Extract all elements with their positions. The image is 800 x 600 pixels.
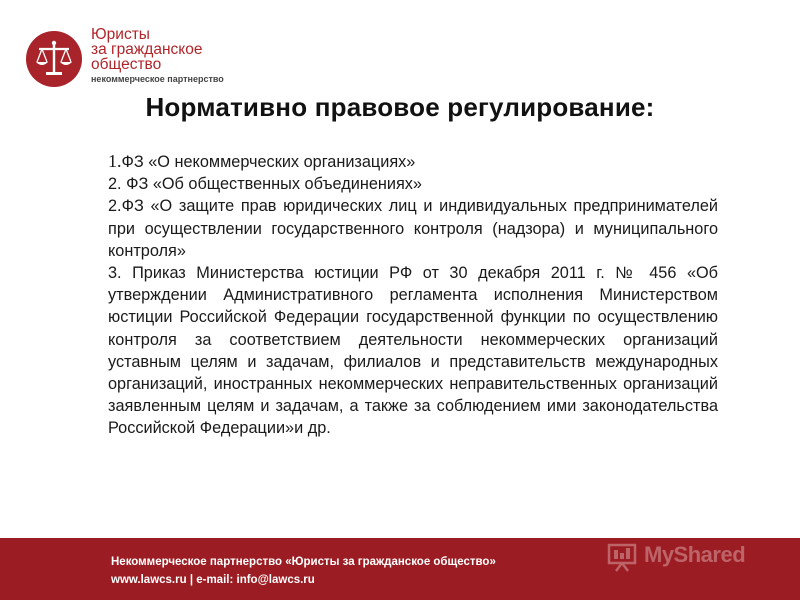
list-item: 2.ФЗ «О защите прав юридических лиц и индивидуальных предпринимателей при осуществлении государственного контроля (надзора) и муниципального контроля»	[108, 197, 718, 260]
list-item: 3. Приказ Министерства юстиции РФ от 30 декабря 2011 г. № 456 «Об утверждении Административного регламента исполнения Министерством юстиции Российской Федерации государственной функции по осуществлению контроля за соответствием деятельности некоммерческих организаций уставным целям и задачам, филиалов и представительств международных организаций, иностранных некоммерческих неправительственных организаций заявленным целям и задачам, а также за соблюдением ими законодательства Российской Федерации»и др.	[108, 264, 718, 438]
watermark	[606, 538, 786, 578]
legal-acts-list	[108, 150, 718, 440]
logo-line-3: общество	[91, 56, 162, 73]
list-item-text: ФЗ «О некоммерческих организациях»	[121, 153, 416, 171]
scales-of-justice-icon	[25, 30, 83, 88]
list-item-number: 1.	[108, 151, 122, 171]
logo-line-2: за гражданское	[91, 41, 203, 58]
footer-text	[111, 553, 496, 589]
logo-line-1: Юристы	[91, 26, 150, 43]
footer-org-name: Некоммерческое партнерство «Юристы за гражданское общество»	[111, 556, 496, 568]
logo-text	[91, 27, 224, 85]
list-item: 2. ФЗ «Об общественных объединениях»	[108, 175, 422, 194]
footer-contacts: www.lawcs.ru | e-mail: info@lawcs.ru	[111, 574, 315, 586]
org-logo	[25, 26, 265, 96]
watermark-text: MyShared	[644, 542, 746, 567]
logo-subtitle: некоммерческое партнерство	[91, 74, 224, 84]
list-item	[108, 150, 718, 173]
slide-title: Нормативно правовое регулирование:	[145, 92, 655, 122]
presentation-board-icon	[606, 542, 640, 572]
